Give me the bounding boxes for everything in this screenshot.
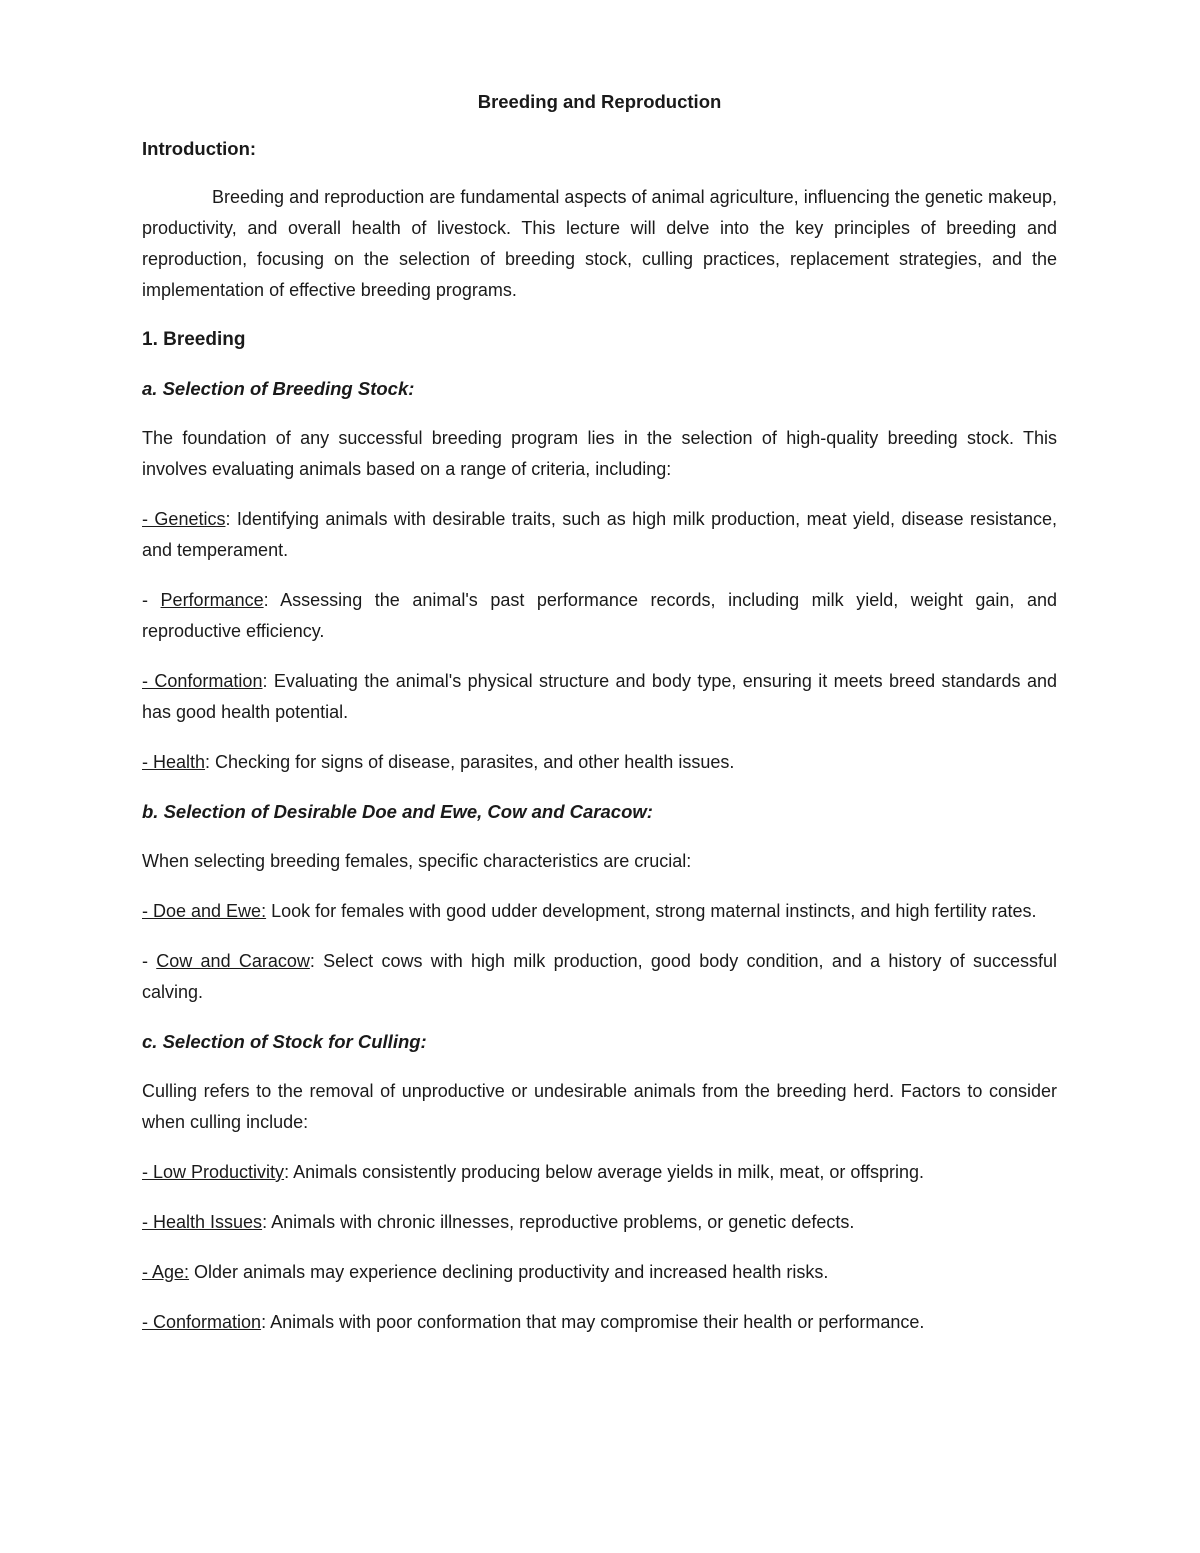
bullet-term: - Age: bbox=[142, 1262, 190, 1282]
bullet-text: Look for females with good udder development, strong maternal instincts, and high fertility rates. bbox=[266, 901, 1037, 921]
bullet-separator: : bbox=[205, 752, 211, 772]
subsection-a-intro: The foundation of any successful breeding program lies in the selection of high-quality breeding stock. This involves evaluating animals based on a range of criteria, including: bbox=[142, 428, 1057, 479]
bullet-text: Checking for signs of disease, parasites, and other health issues. bbox=[210, 752, 735, 772]
list-item bbox=[142, 747, 1057, 778]
bullet-text: Evaluating the animal's physical structure and body type, ensuring it meets breed standards and has good health potential. bbox=[142, 671, 1057, 722]
bullet-text: Older animals may experience declining productivity and increased health risks. bbox=[189, 1262, 829, 1282]
subsection-c-heading: c. Selection of Stock for Culling: bbox=[142, 1031, 427, 1052]
document-page bbox=[142, 88, 1057, 1357]
bullet-term: - Conformation bbox=[142, 671, 263, 691]
list-item bbox=[142, 1307, 1057, 1338]
bullet-term: - Low Productivity bbox=[142, 1162, 285, 1182]
bullet-prefix: - bbox=[142, 590, 161, 610]
bullet-separator: : bbox=[309, 951, 315, 971]
bullet-text: Animals with poor conformation that may compromise their health or performance. bbox=[266, 1312, 925, 1332]
bullet-text: Assessing the animal's past performance records, including milk yield, weight gain, and reproductive efficiency. bbox=[142, 590, 1057, 641]
list-item bbox=[142, 666, 1057, 728]
bullet-separator: : bbox=[262, 671, 268, 691]
list-item bbox=[142, 504, 1057, 566]
bullet-prefix: - bbox=[142, 951, 157, 971]
list-item bbox=[142, 896, 1057, 927]
section-breeding-heading: 1. Breeding bbox=[142, 329, 246, 350]
bullet-text: Identifying animals with desirable traits, such as high milk production, meat yield, disease resistance, and temperament. bbox=[142, 509, 1057, 560]
document-title: Breeding and Reproduction bbox=[477, 91, 722, 112]
introduction-paragraph: Breeding and reproduction are fundamental aspects of animal agriculture, influencing the genetic makeup, productivity, and overall health of livestock. This lecture will delve into the key principles of breeding and reproduction, focusing on the selection of breeding stock, culling practices, replacement strategies, and the implementation of effective breeding programs. bbox=[142, 187, 1057, 300]
list-item bbox=[142, 946, 1057, 1008]
bullet-term: - Health Issues bbox=[142, 1212, 263, 1232]
list-item bbox=[142, 585, 1057, 647]
subsection-c-intro: Culling refers to the removal of unproductive or undesirable animals from the breeding herd. Factors to consider when culling include: bbox=[142, 1081, 1057, 1132]
bullet-term: Performance bbox=[160, 590, 264, 610]
list-item bbox=[142, 1157, 1057, 1188]
bullet-separator: : bbox=[263, 590, 269, 610]
bullet-term: - Doe and Ewe: bbox=[142, 901, 267, 921]
bullet-separator: : bbox=[262, 1212, 268, 1232]
bullet-separator: : bbox=[261, 1312, 267, 1332]
bullet-text: Animals consistently producing below average yields in milk, meat, or offspring. bbox=[289, 1162, 925, 1182]
list-item bbox=[142, 1207, 1057, 1238]
introduction-heading: Introduction: bbox=[142, 138, 257, 159]
subsection-b-intro: When selecting breeding females, specific characteristics are crucial: bbox=[142, 851, 692, 871]
bullet-text: Select cows with high milk production, good body condition, and a history of successful calving. bbox=[142, 951, 1057, 1002]
bullet-separator: : bbox=[284, 1162, 290, 1182]
bullet-term: - Genetics bbox=[142, 509, 226, 529]
list-item bbox=[142, 1257, 1057, 1288]
subsection-a-heading: a. Selection of Breeding Stock: bbox=[142, 378, 415, 399]
bullet-term: - Health bbox=[142, 752, 206, 772]
subsection-b-heading: b. Selection of Desirable Doe and Ewe, Cow and Caracow: bbox=[142, 801, 653, 822]
bullet-separator: : bbox=[225, 509, 231, 529]
bullet-text: Animals with chronic illnesses, reproductive problems, or genetic defects. bbox=[267, 1212, 855, 1232]
bullet-term: Cow and Caracow bbox=[156, 951, 310, 971]
bullet-term: - Conformation bbox=[142, 1312, 262, 1332]
